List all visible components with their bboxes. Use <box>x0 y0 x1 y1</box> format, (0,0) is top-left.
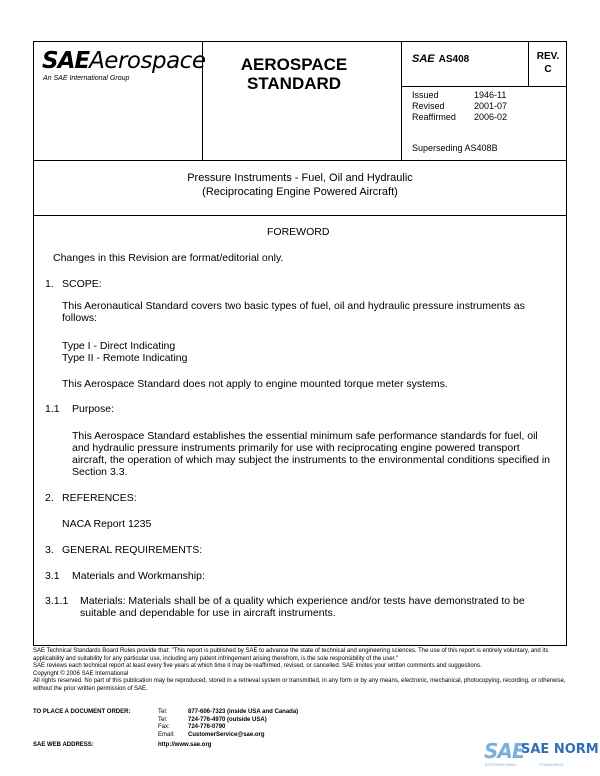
section-2-title: REFERENCES: <box>62 492 137 504</box>
legal-footer <box>33 648 567 693</box>
issued-label: Issued <box>412 90 439 100</box>
footer-copyright: Copyright © 2006 SAE International <box>33 670 129 677</box>
standard-type: AEROSPACE STANDARD <box>240 55 348 93</box>
section-1-title: SCOPE: <box>62 278 102 290</box>
rev-label: REV. <box>536 51 560 62</box>
section-2-number: 2. <box>45 492 54 504</box>
type-2-item: Type II - Remote Indicating <box>62 352 188 364</box>
tel-label: Tel: <box>158 709 168 715</box>
tel2-label: Tel: <box>158 716 168 723</box>
section-3-1-1-number: 3.1.1 <box>45 595 69 607</box>
logo-sae-text: SAE <box>42 48 90 74</box>
tel-value: 877-606-7323 (inside USA and Canada) <box>188 709 299 715</box>
web-label: SAE WEB ADDRESS: <box>33 742 94 748</box>
tel2-value: 724-776-4970 (outside USA) <box>188 716 267 723</box>
section-1-number: 1. <box>45 278 54 290</box>
watermark-sae-logo: SAE <box>484 739 525 763</box>
reaffirmed-label: Reaffirmed <box>412 112 456 122</box>
order-label: TO PLACE A DOCUMENT ORDER: <box>33 709 131 715</box>
email-link[interactable]: CustomerService@sae.org <box>188 731 265 738</box>
scope-exclusion: This Aerospace Standard does not apply to engine mounted torque meter systems. <box>62 378 448 390</box>
sae-norm-watermark <box>484 738 599 774</box>
logo-aerospace-text: Aerospace <box>89 48 206 74</box>
footer-rights-text: All rights reserved. No part of this publication may be reproduced, stored in a retrieval system or transmitted, in any form or by any means, electronic, mechanical, photocopying, recording, or otherwise, without the prior written permission of SAE. <box>33 678 566 692</box>
fax-label: Fax: <box>158 724 170 730</box>
materials-paragraph: Materials: Materials shall be of a quality which experience and/or tests have demonstrated to be suitable and dependable for use in aircraft instruments. <box>80 595 525 619</box>
section-3-1-number: 3.1 <box>45 570 60 582</box>
footer-rules-text: SAE Technical Standards Board Rules provide that: "This report is published by SAE to advance the state of technical and engineering sciences. The use of this report is entirely voluntary, and its applicability and suitability for any particular use, including any patent infringement arising therefrom, is the sole responsibility of the user." <box>33 648 549 662</box>
doc-number-value: AS408 <box>438 54 470 65</box>
changes-note: Changes in this Revision are format/editorial only. <box>53 252 284 264</box>
logo-subtitle: An SAE International Group <box>43 75 130 82</box>
web-link[interactable]: http://www.sae.org <box>158 742 212 748</box>
reaffirmed-value: 2006-02 <box>474 112 508 122</box>
purpose-paragraph: This Aerospace Standard establishes the essential minimum safe performance standards for fuel, oil and hydraulic pressure instruments primarily for use with reciprocating engine powered transport aircraft, the operation of which may subject the instruments to the environmental conditions specified in Section 3.3. <box>72 430 551 478</box>
section-3-title: GENERAL REQUIREMENTS: <box>62 544 203 556</box>
revised-value: 2001-07 <box>474 101 508 111</box>
watermark-subtitle-1: INTERNATIONAL <box>485 762 517 767</box>
revised-label: Revised <box>412 101 445 111</box>
section-1-1-title: Purpose: <box>72 403 115 415</box>
section-3-number: 3. <box>45 544 54 556</box>
foreword-heading: FOREWORD <box>267 226 330 238</box>
superseding-note: Superseding AS408B <box>412 143 498 153</box>
reference-item: NACA Report 1235 <box>62 518 152 530</box>
title-line-2: (Reciprocating Engine Powered Aircraft) <box>202 186 398 198</box>
footer-review-text: SAE reviews each technical report at least every five years at which time it may be reaffirmed, revised, or cancelled. SAE invites your written comments and suggestions. <box>33 663 482 669</box>
section-1-1-number: 1.1 <box>45 403 60 415</box>
section-3-1-title: Materials and Workmanship: <box>72 570 205 582</box>
title-line-1: Pressure Instruments - Fuel, Oil and Hydraulic <box>187 172 413 184</box>
sae-mark: SAE <box>412 53 435 65</box>
scope-paragraph: This Aeronautical Standard covers two basic types of fuel, oil and hydraulic pressure instruments as follows: <box>62 300 525 324</box>
watermark-subtitle-2: STANDARDS <box>539 762 564 767</box>
watermark-title: SAE NORM <box>521 742 599 757</box>
type-1-item: Type I - Direct Indicating <box>62 340 176 352</box>
rev-value: C <box>544 64 552 75</box>
fax-value: 724-776-0790 <box>188 724 226 730</box>
email-label: Email: <box>158 731 175 738</box>
issued-value: 1946-11 <box>474 90 507 100</box>
